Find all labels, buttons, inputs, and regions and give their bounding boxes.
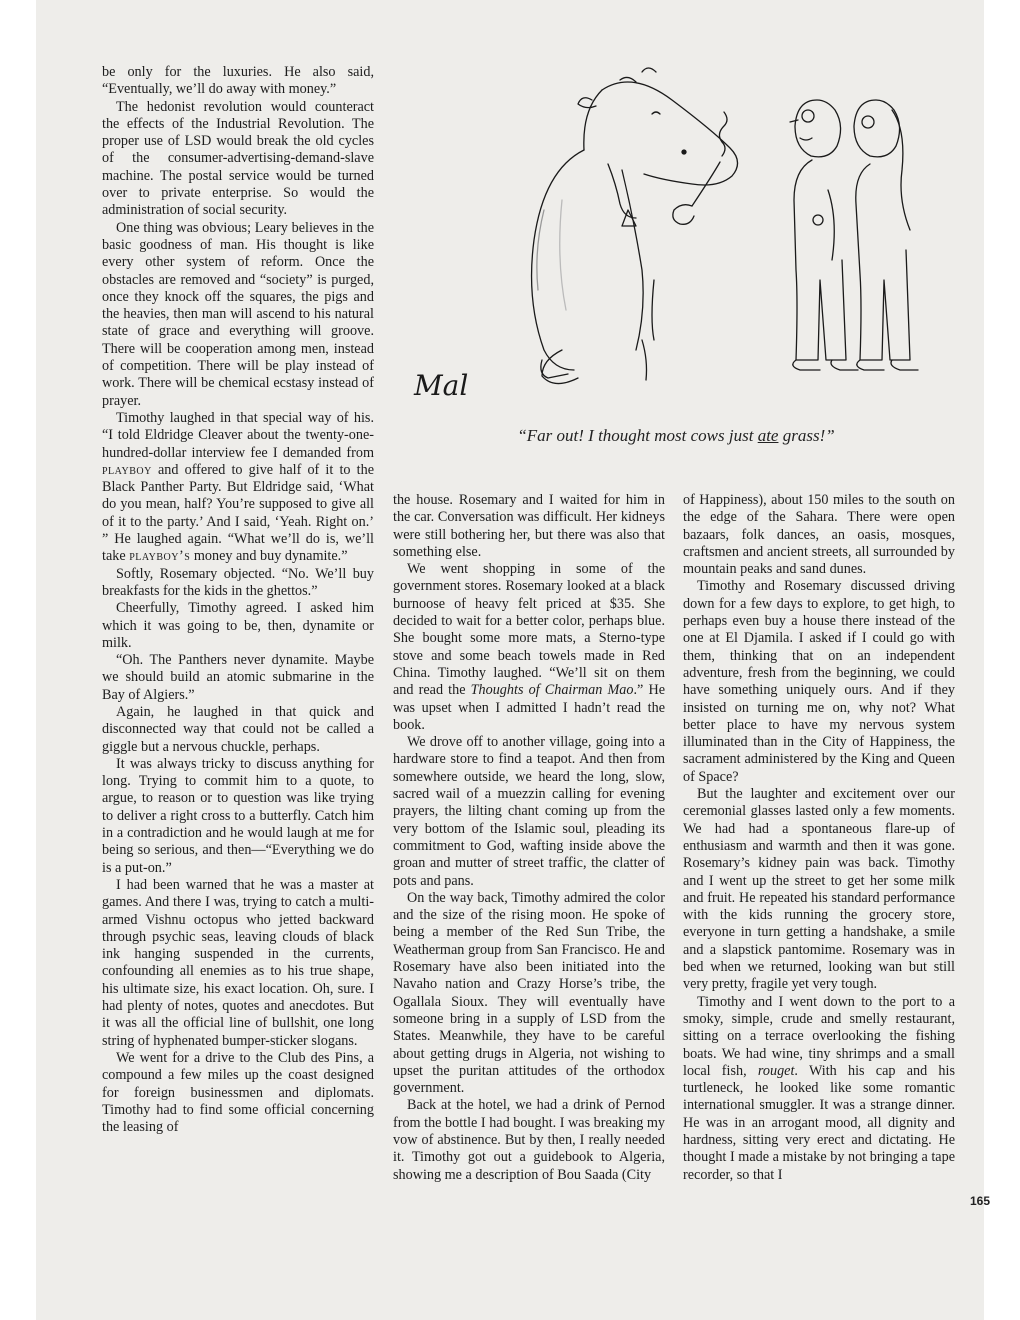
- text-column-3: [683, 492, 955, 1184]
- paragraph: be only for the luxuries. He also said, “Eventually, we’ll do away with money.”: [102, 64, 374, 98]
- paragraph: The hedonist revolution would counteract the effects of the Industrial Revolution. The proper use of LSD would break the old cycles of the consumer-advertising-demand-slave machine. The postal service would be turned over to private enterprise. So would the administration of social security.: [102, 98, 374, 219]
- paragraph: Timothy laughed in that special way of his. “I told Eldridge Cleaver about the twenty-one-hundred-dollar interview fee I demanded from playboy and offered to give half of it to the Black Panther Party. But Eldridge said, ‘What do you mean, half? You’re supposed to give all of it to the party.’ And I said, ‘Yeah. Right on.’ ” He laughed again. “What we’ll do is, we’ll take playboy’s money and buy dynamite.”: [102, 409, 374, 565]
- paragraph: I had been warned that he was a master at games. And there I was, trying to catch a multi-armed Vishnu octopus who jetted backward through psychic seas, leaving clouds of black ink hanging suspended in the currents, confounding all enemies as to his true shape, his ultimate size, his exact location. Oh, sure. I had plenty of notes, quotes and anecdotes. But it was all the official line of bullshit, one long string of hyphenated bumper-sticker slogans.: [102, 876, 374, 1049]
- signature: Mal: [414, 369, 469, 402]
- cartoon-illustration: [392, 60, 962, 405]
- magazine-page: [36, 0, 991, 1320]
- paragraph: We went for a drive to the Club des Pins, a compound a few miles up the coast designed for foreign businessmen and diplomats. Timothy had to find some official concerning the leasing of: [102, 1049, 374, 1136]
- cartoon-caption: “Far out! I thought most cows just ate grass!”: [517, 426, 835, 445]
- paragraph: the house. Rosemary and I waited for him in the car. Conversation was difficult. Her kidneys were still bothering her, but there was also that something else.: [393, 492, 665, 560]
- paragraph: One thing was obvious; Leary believes in the basic goodness of man. His thought is like every other system of reform. Once the obstacles are removed and “society” is purged, once they knock off the squares, the pigs and the heavies, then man will ascend to his natural state of grace and everything will groove. There will be cooperation among men, instead of competition. There will be play instead of work. There will be chemical ecstasy instead of prayer.: [102, 219, 374, 409]
- magazine-name: playboy’s: [129, 548, 191, 565]
- text-column-1: [102, 64, 374, 1136]
- paragraph: Timothy and I went down to the port to a smoky, simple, crude and smelly restaurant, sitting on a terrace overlooking the fishing boats. We had wine, tiny shrimps and a small local fish, rouget. With his cap and his turtleneck, he looked like some romantic international smuggler. It was a strange dinner. He was in an arrogant mood, all dignity and hardness, sitting very erect and dictating. He thought I made a mistake by not bringing a tape recorder, so that I: [683, 993, 955, 1183]
- text-column-2: [393, 492, 665, 1184]
- page-number: 165: [970, 1194, 991, 1208]
- paragraph: “Oh. The Panthers never dynamite. Maybe we should build an atomic submarine in the Bay of Algiers.”: [102, 652, 374, 703]
- paragraph: It was always tricky to discuss anything for long. Trying to commit him to a quote, to argue, to reason or to question was like trying to deliver a right cross to a butterfly. Catch him in a contradiction and he would laugh at me for being so serious, and then—“Everything we do is a put-on.”: [102, 755, 374, 876]
- paragraph: But the laughter and excitement over our ceremonial glasses lasted only a few moments. We had had a spontaneous flare-up of enthusiasm and warmth and then it was gone. Rosemary’s kidney pain was back. Timothy and I went up the street to get her some milk and fruit. He repeated his standard performance with the kids running the grocery store, everyone in turn getting a handshake, a smile and a slapstick pantomime. Rosemary was in bed when we returned, looking wan but still very pretty, fragile yet very tough.: [683, 786, 955, 993]
- paragraph: Back at the hotel, we had a drink of Pernod from the bottle I had bought. I was breaking my vow of abstinence. But by then, I really needed it. Timothy got out a guidebook to Algeria, showing me a description of Bou Saada (City: [393, 1097, 665, 1183]
- paragraph: We drove off to another village, going into a hardware store to find a teapot. And then from somewhere outside, we heard the long, slow, sacred wail of a muezzin calling for evening prayers, the lilting chant coming up from the very bottom of the Islamic soul, pleading its commitment to God, wafting inside above the groan and mutter of street traffic, the clatter of pots and pans.: [393, 734, 665, 889]
- magazine-name: playboy: [102, 461, 152, 478]
- paragraph: Cheerfully, Timothy agreed. I asked him which it was going to be, then, dynamite or milk.: [102, 600, 374, 651]
- paragraph: Again, he laughed in that quick and disconnected way that could not be called a giggle but a nervous chuckle, perhaps.: [102, 703, 374, 755]
- cartoon-drawing: [392, 60, 962, 405]
- paragraph: of Happiness), about 150 miles to the south on the edge of the Sahara. There were open bazaars, folk dances, an oasis, mosques, craftsmen and ancient streets, all surrounded by mountain peaks and sand dunes.: [683, 492, 955, 578]
- paragraph: We went shopping in some of the government stores. Rosemary looked at a black burnoose of heavy felt priced at $35. She decided to wait for a better color, perhaps blue. She bought some more mats, a Sterno-type stove and some beach towels made in Red China. Timothy laughed. “We’ll sit on them and read the Thoughts of Chairman Mao.” He was upset when I admitted I hadn’t read the book.: [393, 561, 665, 733]
- paragraph: Softly, Rosemary objected. “No. We’ll buy breakfasts for the kids in the ghettos.”: [102, 565, 374, 599]
- paragraph: On the way back, Timothy admired the color and the size of the rising moon. He spoke of being a member of the Red Sun Tribe, the Weatherman group from San Francisco. He and Rosemary have also been initiated into the Navaho nation and Crazy Horse’s tribe, the Ogallala Sioux. They will eventually have someone bring in a supply of LSD from the States. Meanwhile, they have to be careful about getting drugs in Algeria, not wishing to upset the puritan attitudes of the orthodox government.: [393, 889, 665, 1097]
- paragraph: Timothy and Rosemary discussed driving down for a few days to explore, to get high, to perhaps even buy a house there instead of the one at El Djamila. I asked if I could go with them, thinking that on an independent adventure, fresh from the beginning, we could have something uniquely ours. And if they insisted on turning me on, why not? What better place to have my nervous system illuminated than in the City of Happiness, the sacrament administered by the King and Queen of Space?: [683, 578, 955, 785]
- book-title: Thoughts of Chairman Mao: [470, 682, 634, 699]
